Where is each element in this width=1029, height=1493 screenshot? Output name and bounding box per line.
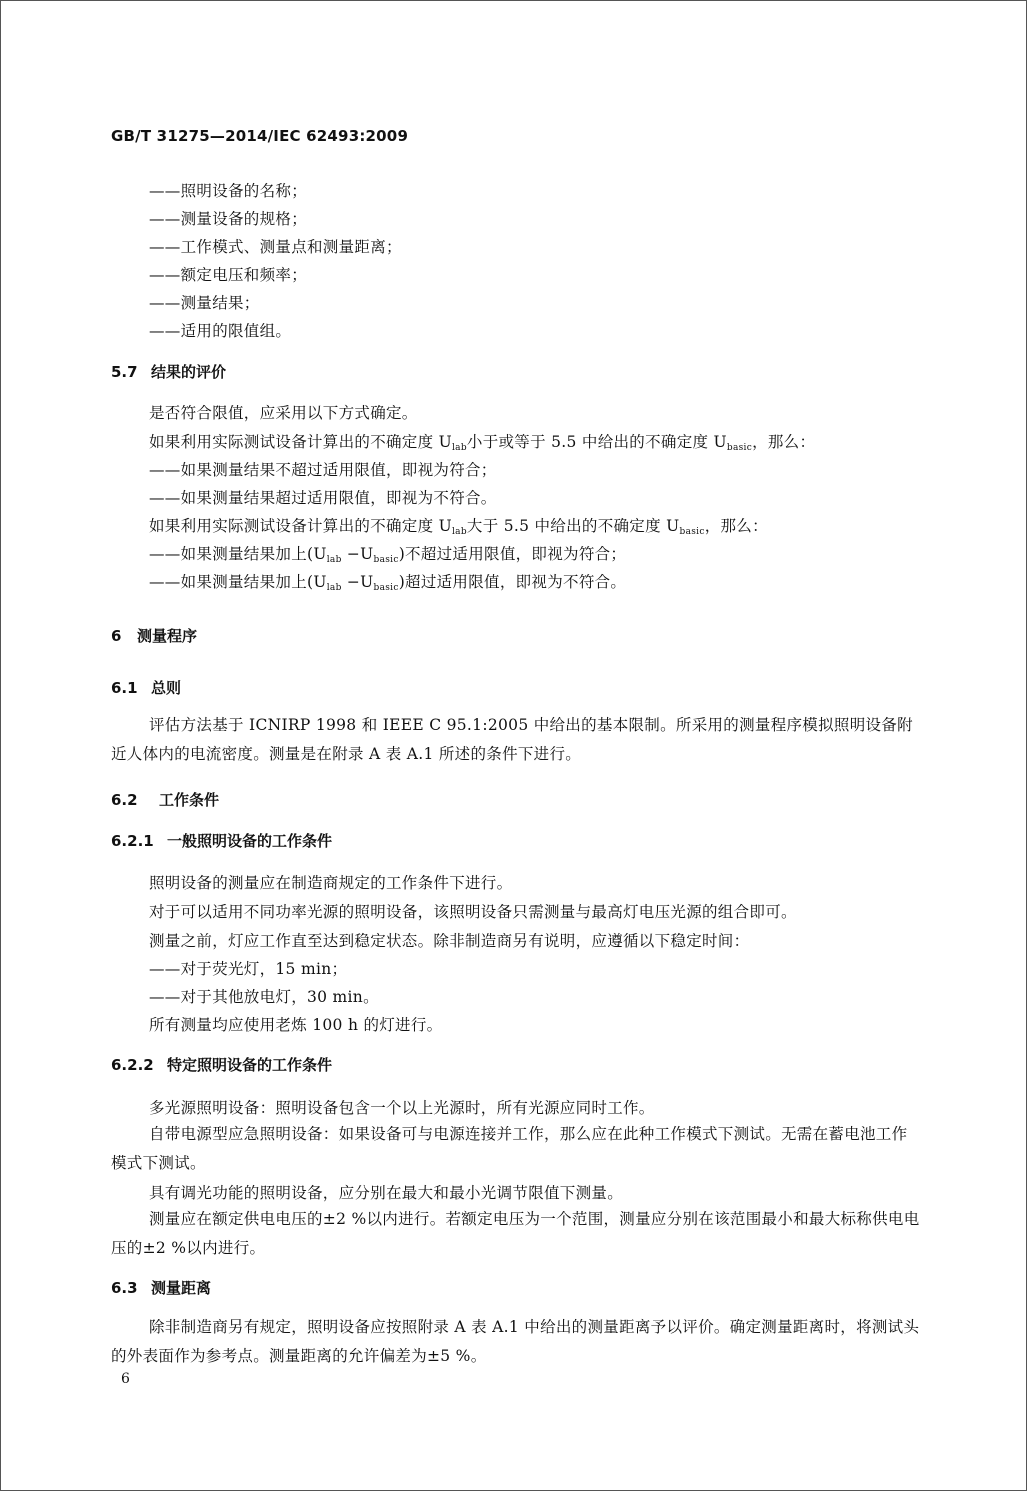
section-heading-6-3 (111, 1277, 211, 1298)
paragraph: 是否符合限值，应采用以下方式确定。 (149, 404, 418, 422)
subscript: basic (373, 555, 399, 565)
list-item: ——如果测量结果不超过适用限值，即视为符合； (149, 461, 497, 479)
subscript: lab (326, 555, 342, 565)
standard-header: GB/T 31275—2014/IEC 62493:2009 (111, 127, 409, 145)
paragraph: 对于可以适用不同功率光源的照明设备，该照明设备只需测量与最高灯电压光源的组合即可。 (149, 903, 797, 921)
section-title: 总则 (151, 679, 182, 697)
section-heading-6-2-1 (111, 830, 332, 851)
paragraph (149, 514, 768, 537)
section-number: 6.1 (111, 679, 138, 697)
subscript: basic (726, 443, 753, 453)
paragraph: 多光源照明设备：照明设备包含一个以上光源时，所有光源应同时工作。 (149, 1099, 655, 1117)
text-run: )超过适用限值，即视为不符合。 (398, 573, 627, 591)
text-run: 如果利用实际测试设备计算出的不确定度 U (149, 433, 452, 451)
list-item (149, 542, 626, 565)
section-heading-6-2 (111, 789, 219, 810)
section-number: 6.2 (111, 791, 138, 809)
section-number: 6.2.2 (111, 1056, 154, 1074)
section-title: 一般照明设备的工作条件 (167, 832, 333, 850)
paragraph: 测量之前，灯应工作直至达到稳定状态。除非制造商另有说明，应遵循以下稳定时间： (149, 932, 750, 950)
text-run: )不超过适用限值，即视为符合； (398, 545, 627, 563)
paragraph (149, 430, 815, 453)
paragraph: 照明设备的测量应在制造商规定的工作条件下进行。 (149, 874, 513, 892)
list-item: ——对于荧光灯，15 min； (149, 960, 348, 978)
section-title: 测量程序 (137, 627, 198, 645)
paragraph: 具有调光功能的照明设备，应分别在最大和最小光调节限值下测量。 (149, 1184, 624, 1202)
section-title: 特定照明设备的工作条件 (167, 1056, 333, 1074)
page-number: 6 (121, 1371, 130, 1387)
text-run: ——如果测量结果加上(U (149, 545, 327, 563)
section-title: 工作条件 (159, 791, 220, 809)
paragraph: 测量应在额定供电电压的±2 %以内进行。若额定电压为一个范围，测量应分别在该范围最小和最大标称供电电压的±2 %以内进行。 (111, 1210, 920, 1257)
paragraph: 自带电源型应急照明设备：如果设备可与电源连接并工作，那么应在此种工作模式下测试。无需在蓄电池工作模式下测试。 (111, 1125, 908, 1172)
text-run: ——如果测量结果加上(U (149, 573, 327, 591)
subscript: lab (452, 527, 467, 537)
subscript: lab (452, 443, 467, 453)
paragraph: 评估方法基于 ICNIRP 1998 和 IEEE C 95.1:2005 中给出的基本限制。所采用的测量程序模拟照明设备附近人体内的电流密度。测量是在附录 A 表 A.1 所述的条件下进行。 (111, 716, 913, 763)
text-run: ，那么： (752, 433, 816, 451)
list-item: ——测量结果； (149, 294, 260, 312)
subscript: basic (679, 527, 705, 537)
subscript: lab (326, 583, 342, 593)
list-item: ——测量设备的规格； (149, 210, 308, 228)
section-heading-5-7 (111, 361, 226, 382)
section-number: 6.3 (111, 1279, 138, 1297)
list-item: ——额定电压和频率； (149, 266, 308, 284)
section-title: 结果的评价 (151, 363, 227, 381)
list-item: ——工作模式、测量点和测量距离； (149, 238, 402, 256)
text-run: 如果利用实际测试设备计算出的不确定度 U (149, 517, 452, 535)
section-number: 5.7 (111, 363, 138, 381)
section-heading-6-2-2 (111, 1054, 332, 1075)
list-item (149, 570, 626, 593)
list-item: ——适用的限值组。 (149, 322, 292, 340)
text-run: 小于或等于 5.5 中给出的不确定度 U (466, 433, 727, 451)
section-number: 6.2.1 (111, 832, 154, 850)
list-item: ——照明设备的名称； (149, 182, 308, 200)
paragraph: 所有测量均应使用老炼 100 h 的灯进行。 (149, 1016, 443, 1034)
text-run: 大于 5.5 中给出的不确定度 U (466, 517, 680, 535)
section-number: 6 (111, 627, 122, 645)
list-item: ——对于其他放电灯，30 min。 (149, 988, 379, 1006)
text-run: −U (341, 573, 374, 591)
list-item: ——如果测量结果超过适用限值，即视为不符合。 (149, 489, 497, 507)
section-title: 测量距离 (151, 1279, 212, 1297)
section-heading-6-1 (111, 677, 181, 698)
text-run: ，那么： (704, 517, 768, 535)
paragraph: 除非制造商另有规定，照明设备应按照附录 A 表 A.1 中给出的测量距离予以评价。确定测量距离时，将测试头的外表面作为参考点。测量距离的允许偏差为±5 %。 (111, 1318, 920, 1365)
section-heading-6 (111, 625, 197, 646)
text-run: −U (341, 545, 374, 563)
subscript: basic (373, 583, 399, 593)
